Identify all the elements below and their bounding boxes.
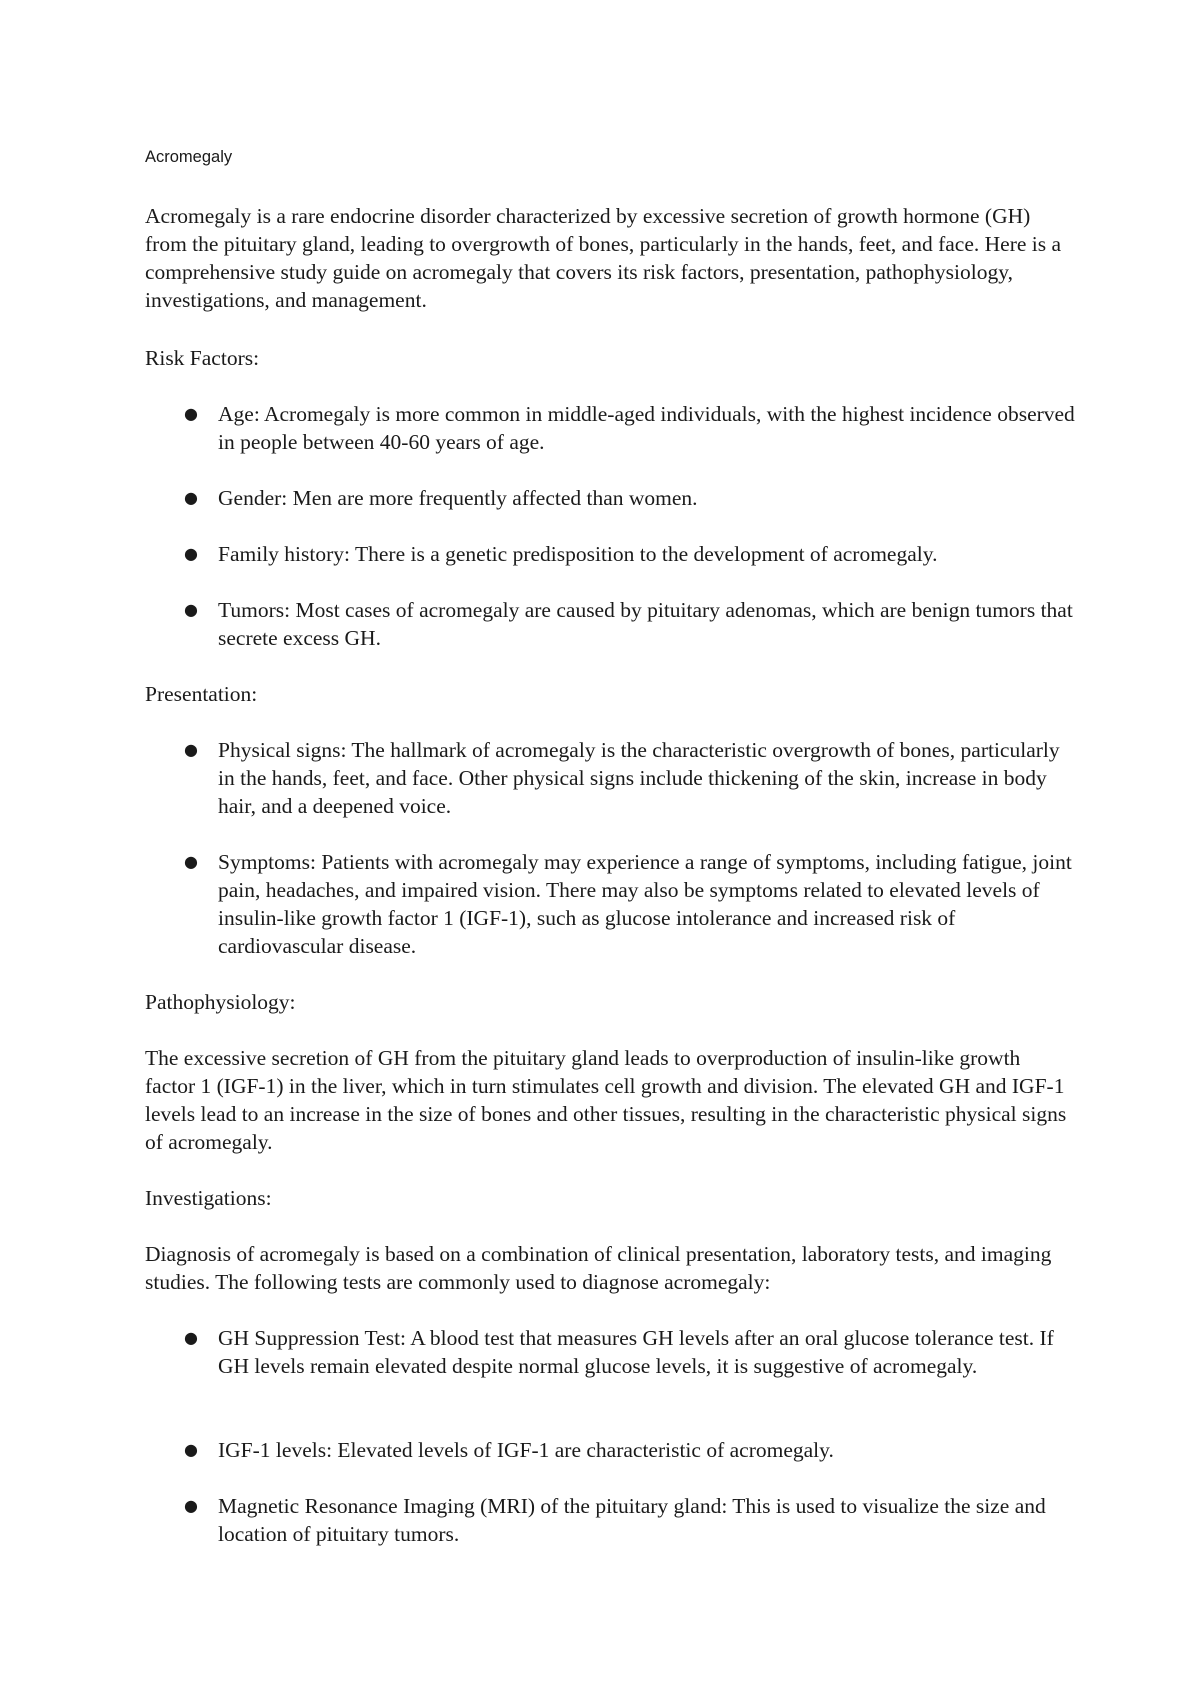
investigation-item	[184, 1492, 1078, 1548]
investigations-heading: Investigations:	[145, 1186, 272, 1210]
presentation-text: Symptoms: Patients with acromegaly may experience a range of symptoms, including fatigue, joint pain, headaches, and impaired vision. There may also be symptoms related to elevated levels of insulin-like growth factor 1 (IGF-1), such as glucose intolerance and increased risk of cardiovascular disease.	[218, 850, 1072, 958]
bullet-icon: ●	[184, 1440, 198, 1459]
presentation-item	[184, 848, 1078, 960]
risk-factor-text: Family history: There is a genetic predisposition to the development of acromegaly.	[218, 542, 938, 566]
investigation-text: Magnetic Resonance Imaging (MRI) of the pituitary gland: This is used to visualize the size and location of pituitary tumors.	[218, 1494, 1046, 1546]
risk-factor-item	[184, 596, 1078, 652]
presentation-heading: Presentation:	[145, 682, 258, 706]
pathophysiology-paragraph: The excessive secretion of GH from the pituitary gland leads to overproduction of insulin-like growth factor 1 (IGF-1) in the liver, which in turn stimulates cell growth and division. The elevated GH and IGF-1 levels lead to an increase in the size of bones and other tissues, resulting in the characteristic physical signs of acromegaly.	[145, 1046, 1067, 1154]
bullet-icon: ●	[184, 740, 198, 759]
risk-factor-text: Age: Acromegaly is more common in middle-aged individuals, with the highest incidence observed in people between 40-60 years of age.	[218, 402, 1075, 454]
bullet-icon: ●	[184, 488, 198, 507]
investigation-item	[184, 1324, 1078, 1380]
bullet-icon: ●	[184, 404, 198, 423]
risk-factor-item	[184, 484, 1078, 512]
presentation-item	[184, 736, 1078, 820]
pathophysiology-heading: Pathophysiology:	[145, 990, 296, 1014]
bullet-icon: ●	[184, 1496, 198, 1515]
bullet-icon: ●	[184, 852, 198, 871]
risk-factor-text: Gender: Men are more frequently affected than women.	[218, 486, 698, 510]
investigation-text: GH Suppression Test: A blood test that measures GH levels after an oral glucose tolerance test. If GH levels remain elevated despite normal glucose levels, it is suggestive of acromegaly.	[218, 1326, 1054, 1378]
bullet-icon: ●	[184, 544, 198, 563]
investigation-item	[184, 1436, 1078, 1464]
presentation-text: Physical signs: The hallmark of acromegaly is the characteristic overgrowth of bones, particularly in the hands, feet, and face. Other physical signs include thickening of the skin, increase in body hair, and a deepened voice.	[218, 738, 1060, 818]
document-title: Acromegaly	[145, 148, 233, 166]
bullet-icon: ●	[184, 600, 198, 619]
risk-factors-heading: Risk Factors:	[145, 346, 260, 370]
investigations-paragraph: Diagnosis of acromegaly is based on a combination of clinical presentation, laboratory tests, and imaging studies. The following tests are commonly used to diagnose acromegaly:	[145, 1242, 1052, 1294]
investigation-text: IGF-1 levels: Elevated levels of IGF-1 are characteristic of acromegaly.	[218, 1438, 834, 1462]
bullet-icon: ●	[184, 1328, 198, 1347]
risk-factor-text: Tumors: Most cases of acromegaly are caused by pituitary adenomas, which are benign tumors that secrete excess GH.	[218, 598, 1073, 650]
risk-factor-item	[184, 400, 1078, 456]
intro-paragraph: Acromegaly is a rare endocrine disorder characterized by excessive secretion of growth hormone (GH) from the pituitary gland, leading to overgrowth of bones, particularly in the hands, feet, and face. Here is a comprehensive study guide on acromegaly that covers its risk factors, presentation, pathophysiology, investigations, and management.	[145, 204, 1062, 312]
risk-factor-item	[184, 540, 1078, 568]
